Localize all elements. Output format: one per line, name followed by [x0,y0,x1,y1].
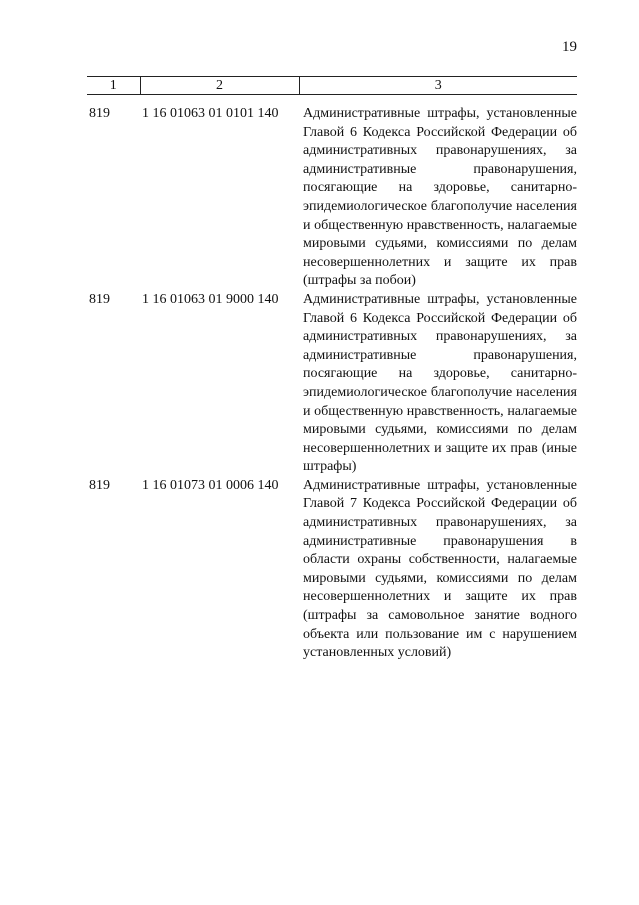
table-row [87,105,577,291]
admin-code-cell: 819 [89,106,110,121]
admin-code-cell: 819 [89,477,110,493]
header-col-1: 1 [87,77,140,95]
income-name-cell: Административные штрафы, установленные Главой 7 Кодекса Российской Федерации об административных правонарушениях, за административные правонарушения в области охраны собственности, налагаемые мировыми судьями, комиссиями по делам несовершеннолетних и защите их прав (штрафы за самовольное занятие водного объекта или пользование им с нарушением установленных условий) [303,477,577,661]
income-name-cell: Административные штрафы, установленные Главой 6 Кодекса Российской Федерации об административных правонарушениях, за административные правонарушения, посягающие на здоровье, санитарно-эпидемиологическое благополучие населения и общественную нравственность, налагаемые мировыми судьями, комиссиями по делам несовершеннолетних и защите их прав (иные штрафы) [303,291,577,475]
income-name-cell: Административные штрафы, установленные Главой 6 Кодекса Российской Федерации об административных правонарушениях, за административные правонарушения, посягающие на здоровье, санитарно-эпидемиологическое благополучие населения и общественную нравственность, налагаемые мировыми судьями, комиссиями по делам несовершеннолетних и защите их прав (штрафы за побои) [303,106,577,289]
budget-code-cell: 1 16 01073 01 0006 140 [142,477,279,493]
table-row [87,291,577,477]
budget-code-table [87,76,577,663]
table-header [87,77,577,95]
table-body [87,95,577,663]
budget-code-cell: 1 16 01063 01 0101 140 [142,106,279,121]
header-col-2: 2 [140,77,299,95]
admin-code-cell: 819 [89,291,110,307]
budget-code-cell: 1 16 01063 01 9000 140 [142,291,279,307]
page-number: 19 [562,39,577,55]
header-col-3: 3 [299,77,577,95]
table-spacer [87,95,577,106]
table-row [87,477,577,663]
table-header-row [87,77,577,95]
